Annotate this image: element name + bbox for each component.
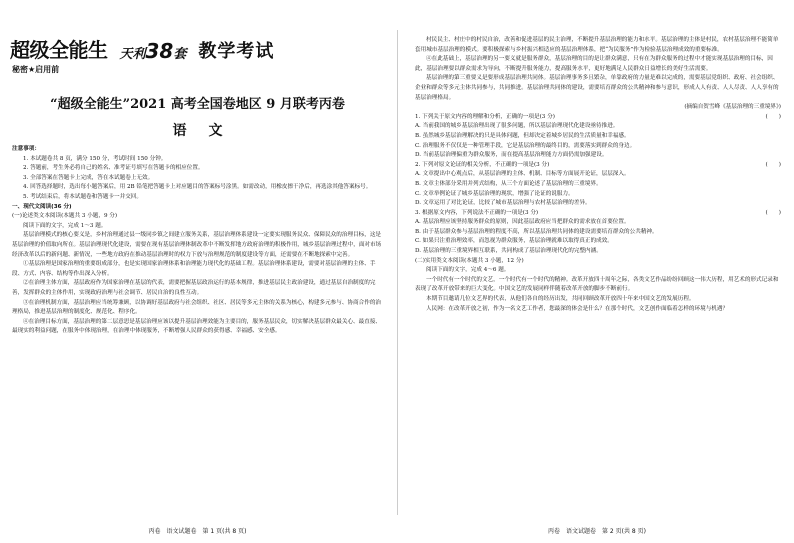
question-3: 3. 根据原文内容，下列说法不正确的一项是(3 分) ( ) xyxy=(415,209,781,216)
question-1: 1. 下列关于原文内容的理解和分析，正确的一项是(3 分) ( ) xyxy=(415,113,781,120)
part-instruction: 阅读下面的文字，完成 4～6 题。 xyxy=(426,267,510,274)
option: B. 由于基层群众参与基层治理的程度不高，所以基层治理共同体的建设需要培育群众的公共精神。 xyxy=(415,228,658,235)
option: C. 如果只注重治理效率，而忽视为群众服务，基层治理就难以取得真正的成效。 xyxy=(415,238,613,245)
right-body xyxy=(415,36,781,314)
passage-paragraph: ①基层治理是国家治理的重要组成部分，也是实现国家治理体系和治理能力现代化的基础工程。基层治理体系建设，需要对基层治理的主体、手段、方式、内容、结构等作出深入分析。 xyxy=(12,261,376,277)
option: D. 文章运用了对比论证，比较了城市基层治理与农村基层治理的差异。 xyxy=(415,200,591,207)
passage-paragraph: ④在此基础上，基层治理的另一要义就是服务群众，基层治理的目的是让群众满意，只有在为群众服务的过程中才能实现基层治理的目标，因此，基层治理要以群众需求为导向，不断提升服务能力，提高服务水平，更好地满足人民群众日益增长的美好生活需要。 xyxy=(415,56,773,72)
page-left xyxy=(0,0,395,543)
passage-paragraph: 本期节目邀请几位文艺界的代表，从他们各自的经历出发，共同回顾改革开放四十年来中国文艺的发展历程。 xyxy=(426,296,695,303)
option: B. 文章主体部分采用并列式结构，从三个方面论述了基层治理的三重境界。 xyxy=(415,180,602,187)
part-heading: (一)论述类文本阅读(本题共 3 小题，9 分) xyxy=(12,213,118,220)
footer-right: 丙卷 语文试题卷 第 2 页(共 8 页) xyxy=(548,528,646,535)
option: C. 治理服务不仅仅是一种管理手段，它是基层治理的最终目的，需要落实到群众的身边。 xyxy=(415,142,636,149)
page-right xyxy=(400,0,794,543)
note-item: 4. 回答选择题时，选出每小题答案后，用 2B 铅笔把答题卡上对应题目的答案标号涂黑。如需改动，用橡皮擦干净后，再选涂其他答案标号。 xyxy=(23,184,372,191)
section-heading: 一、现代文阅读(36 分) xyxy=(12,203,72,210)
option: D. 基层治理的三重境界相互联系，共同构成了基层治理现代化的完整内涵。 xyxy=(415,248,602,255)
passage-paragraph: 基层治理的第三重要义是要形成基层治理共同体。基层治理事务多且繁杂，单靠政府的力量是难以完成的，需要基层党组织、政府、社会组织、企业和群众等多元主体共同参与，共同推进。基层治理共同体的建设，需要培育群众的公共精神和参与意识，形成人人有责、人人尽责、人人享有的基层治理格局。 xyxy=(415,75,779,101)
page-divider xyxy=(397,30,398,515)
passage-paragraph: ③在治理机制方面，基层治理应当统筹兼顾，以协调好基层政府与社会组织、社区、居民等多元主体的关系为核心，构建多元参与、协商合作的治理格局，推进基层治理的制度化、规范化、程序化。 xyxy=(12,299,382,316)
exam-title: “超级全能生”2021 高考全国卷地区 9 月联考丙卷 xyxy=(50,97,345,112)
part-instruction: 阅读下面的文字，完成 1～3 题。 xyxy=(23,222,107,229)
option: B. 虽然城乡基层治理解决的只是具体问题，但却决定着城乡居民的生活质量和幸福感。 xyxy=(415,132,630,139)
note-item: 2. 答题前，考生务必将自己的姓名、准考证号填写在答题卡的相应位置。 xyxy=(23,165,204,172)
note-item: 3. 全部答案在答题卡上完成，答在本试题卷上无效。 xyxy=(23,174,154,181)
footer-left: 丙卷 语文试题卷 第 1 页(共 8 页) xyxy=(148,528,247,535)
category-logo: 教学考试 xyxy=(198,41,275,62)
brand-logo: 超级全能生 xyxy=(10,38,108,62)
option: D. 当前基层治理偏重为群众服务，而在提高基层治理能力方面仍需加强建设。 xyxy=(415,152,608,159)
secret-label: 秘密★启用前 xyxy=(12,65,60,74)
passage-paragraph: 基层治理模式的核心要义是，乡村治理通过县一级同乡镇之间建立服务关系，基层治理体系建设一定要实现服务民众、保障民众的治理目标，这是基层治理的价值取向所在。基层治理现代化建设，需要在现有基层治理体制改革中不断发挥地方政府治理的积极作用，城乡基层治理过程中，面对市场经济改革以后的新问题、新情况，一些地方政府在推动基层治理时的权力下放与治理规范的制度建设等方面，还需要在不断地探索中完善。 xyxy=(12,232,382,258)
passage-paragraph: ②在治理主体方面，基层政府作为国家治理在基层的代表，需要把握基层政治运行的基本规律，推进基层民主政治建设，通过基层自治制度的完善，发挥群众的主体作用，实现政府治理与社会调节、居民自治的良性互动。 xyxy=(12,280,376,296)
passage-paragraph: 人民网：在改革开放之初，作为一名文艺工作者，您最深的体会是什么？在那个时代，文艺创作面临着怎样的环境与机遇？ xyxy=(426,305,729,312)
subject-title: 语文 xyxy=(172,123,245,139)
passage-paragraph: 村民民主、村庄中的村民自治，改善和促进基层的民主治理，不断提升基层治理的能力和水平。基层治理的主体是村民，农村基层治理不能简单套用城市基层治理的模式。要积极探索与乡村振兴相适应的基层治理体系，把“为民服务”作为检验基层治理成效的重要标准。 xyxy=(415,37,779,53)
option: C. 文章举例论证了城乡基层治理的现状，增强了论证的说服力。 xyxy=(415,190,574,197)
source-note: (摘编自贺雪峰《基层治理的三重境界》) xyxy=(684,104,781,111)
passage-paragraph: ④在治理目标方面，基层治理的第二层意思是基层治理应该以提升基层治理效能为主要目的，服务基层民众，切实解决基层群众最关心、最直接、最现实的利益问题，在服务中体现治理，在治理中体现服务，不断增强人民群众的获得感、幸福感、安全感。 xyxy=(12,318,382,335)
series-logo: 天利38套 xyxy=(119,39,187,63)
question-2: 2. 下列对原文论证的相关分析，不正确的一项是(3 分) ( ) xyxy=(415,161,781,168)
passage-paragraph: 一个时代有一个时代的文艺，一个时代有一个时代的精神。改革开放四十周年之际，各类文艺作品纷纷回顾这一伟大历程，用艺术的形式记录和表现了改革开放带来的巨大变化。中国文艺的发展同样伴随着改革开放的脚步不断前行。 xyxy=(415,276,779,293)
note-item: 1. 本试题卷共 8 页，满分 150 分，考试时间 150 分钟。 xyxy=(23,155,167,162)
note-item: 5. 考试结束后，将本试题卷和答题卡一并交回。 xyxy=(23,193,142,200)
part-heading: (二)实用类文本阅读(本题共 3 小题，12 分) xyxy=(415,257,524,264)
left-body xyxy=(12,145,384,337)
option: A. 当前我国的城乡基层治理出现了很多问题，所以基层治理现代化建设亟待推进。 xyxy=(415,123,619,130)
option: A. 文章提出中心观点后，从基层治理的主体、机制、目标等方面展开论证，层层深入。 xyxy=(415,171,630,178)
notes-heading: 注意事项： xyxy=(12,146,40,152)
header-logos xyxy=(10,34,274,63)
option: A. 基层治理应该坚持服务群众的原则，因此基层政府应当把群众的需求放在首要位置。 xyxy=(415,219,630,226)
